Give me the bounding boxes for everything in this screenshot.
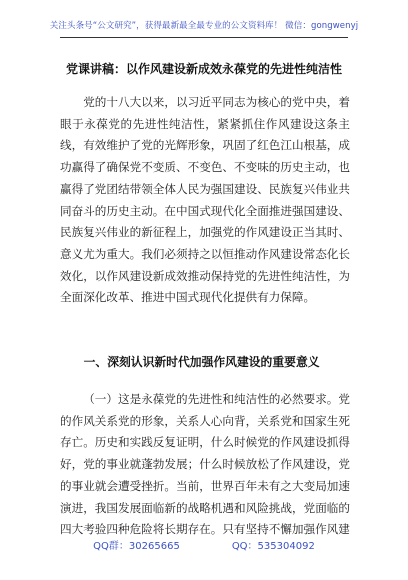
document-title: 党课讲稿：以作风建设新成效永葆党的先进性纯洁性 [65,62,342,76]
header-banner: 关注头条号“公文研究”，获得最新最全最专业的公文资料库！ 微信：gongwenyj [49,21,359,31]
footer-qq-group: QQ群：30265665 [93,541,180,552]
header-divider [60,37,348,38]
footer-contact [0,537,408,552]
footer-qq: QQ：535304092 [231,541,315,552]
section-heading-1: 一、深刻认识新时代加强作风建设的重要意义 [83,355,320,369]
body-paragraph-1: 党的十八大以来，以习近平同志为核心的党中央，着眼于永葆党的先进性纯洁性，紧紧抓住作风建设这条主线，有效维护了党的光辉形象，巩固了红色江山根基，成功赢得了确保党不变质、不变色、不变味的历史主动，也赢得了党团结带领全体人民为强国建设、民族复兴伟业共同奋斗的历史主动。在中国式现代化全面推进强国建设、民族复兴伟业的新征程上，加强党的作风建设正当其时、意义尤为重大。我们必须持之以恒推动作风建设常态化长效化，以作风建设新成效推动保持党的先进性纯洁性，为全面深化改革、推进中国式现代化提供有力保障。 [60,95,350,305]
body-paragraph-2: （一）这是永葆党的先进性和纯洁性的必然要求。党的作风关系党的形象，关系人心向背，关系党和国家生死存亡。历史和实践反复证明，什么时候党的作风建设抓得好，党的事业就蓬勃发展；什么时候放松了作风建设，党的事业就会遭受挫折。当前，世界百年未有之大变局加速演进，我国发展面临新的战略机遇和风险挑战，党面临的四大考验四种危险将长期存在。只有坚持不懈加强作风建 [60,392,350,537]
